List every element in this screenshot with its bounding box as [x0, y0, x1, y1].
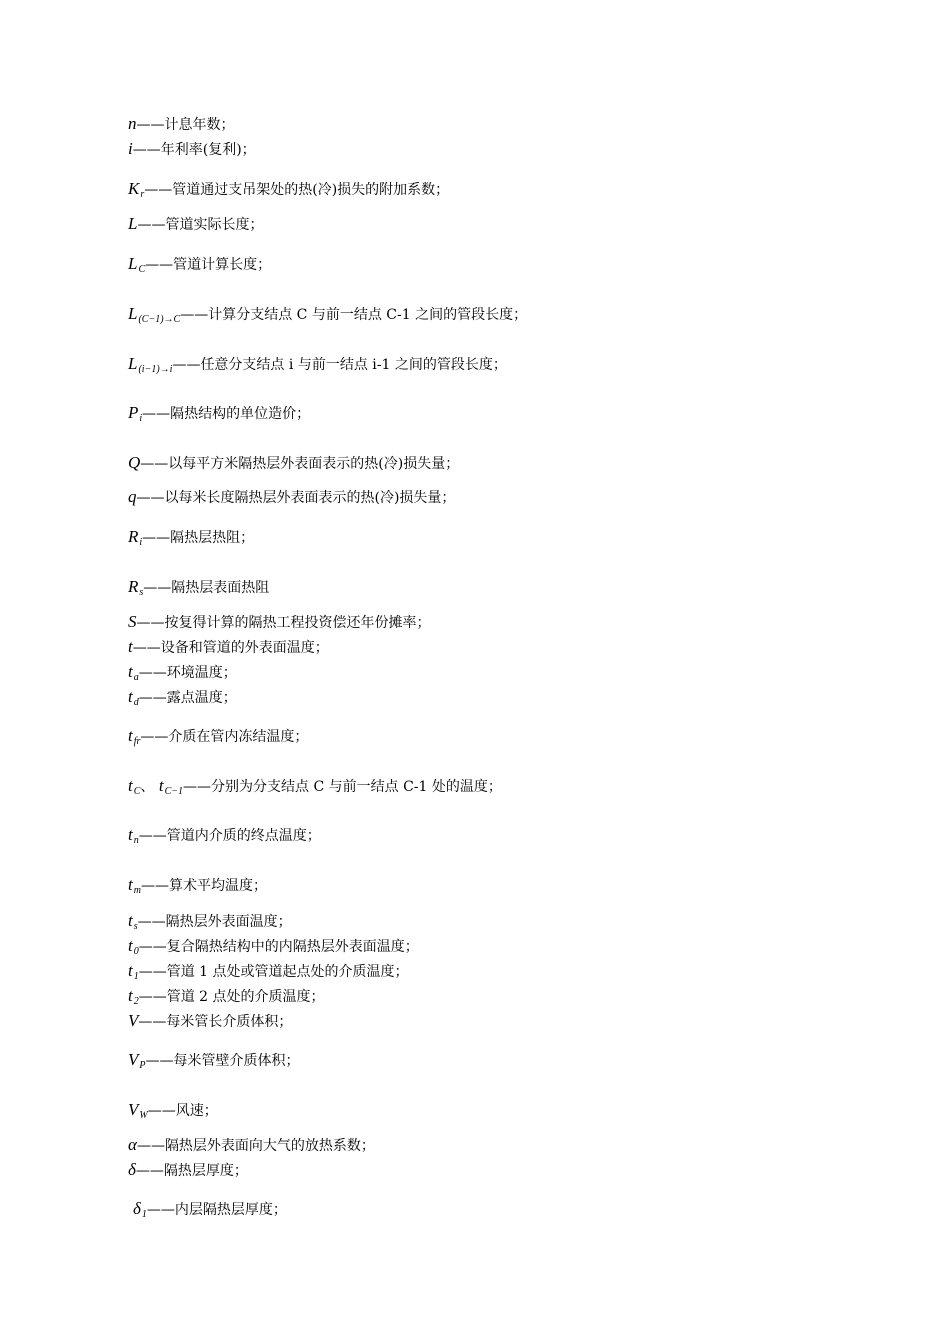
symbol: P [128, 403, 139, 422]
symbol-entry [128, 1161, 248, 1180]
symbol: R [128, 577, 139, 596]
subscript: 2 [133, 996, 139, 1007]
dash: —— [136, 1138, 165, 1154]
symbol-entry [128, 987, 325, 1011]
symbol: Q [128, 453, 141, 472]
definition-text: 按复得计算的隔热工程投资偿还年份摊率； [164, 615, 431, 631]
dash: —— [172, 357, 201, 373]
symbol: t [128, 776, 133, 795]
definition-text: 隔热层外表面向大气的放热系数； [164, 1138, 375, 1154]
symbol: t [128, 825, 133, 844]
symbol: t [128, 961, 133, 980]
subscript: r [140, 189, 145, 200]
dash: —— [147, 1103, 176, 1119]
definition-text: 以每平方米隔热层外表面表示的热(冷)损失量； [168, 456, 460, 472]
symbol-entry [128, 937, 419, 961]
symbol-entry [128, 578, 269, 602]
dash: —— [136, 490, 165, 506]
symbol-entry [128, 727, 308, 751]
separator: 、 [140, 779, 155, 795]
symbol: δ [128, 1160, 136, 1179]
symbol: L [128, 354, 138, 373]
subscript: (i−1)→i [138, 364, 173, 375]
symbol-entry [128, 1051, 300, 1075]
subscript: C−1 [164, 786, 184, 797]
symbol-entry [128, 115, 235, 134]
symbol: t [128, 726, 133, 745]
definition-text: 每米管长介质体积； [166, 1014, 293, 1030]
symbol: V [128, 1100, 139, 1119]
symbol-entry [128, 613, 431, 632]
subscript: C [133, 786, 141, 797]
symbol-entry [128, 1012, 292, 1031]
definition-text: 计息年数； [164, 117, 235, 133]
symbol: L [128, 304, 138, 323]
definition-text: 每米管壁介质体积； [173, 1053, 300, 1069]
dash: —— [132, 640, 161, 656]
symbol-entry [128, 454, 459, 473]
definition-text: 管道通过支吊架处的热(冷)损失的附加系数； [172, 182, 450, 198]
symbol-entry [128, 488, 455, 507]
dash: —— [138, 1014, 167, 1030]
symbol-entry [128, 663, 237, 687]
dash: —— [137, 217, 166, 233]
definition-text: 介质在管内冻结温度； [168, 729, 309, 745]
symbol-entry [128, 876, 267, 900]
symbol-entry [128, 355, 507, 379]
definition-text: 环境温度； [166, 665, 237, 681]
symbol-entry [128, 255, 271, 279]
definition-text: 算术平均温度； [168, 878, 267, 894]
dash: —— [137, 914, 166, 930]
symbol-entry [128, 1101, 218, 1125]
symbol-entry [133, 1200, 287, 1224]
definition-text: 管道 2 点处的介质温度； [166, 989, 325, 1005]
definition-text: 设备和管道的外表面温度； [160, 640, 329, 656]
symbol-entry [128, 180, 449, 204]
symbol: V [128, 1050, 139, 1069]
subscript: W [139, 1110, 148, 1121]
symbol: α [128, 1135, 137, 1154]
dash: —— [143, 580, 172, 596]
symbol-entry [128, 528, 254, 552]
definition-text: 计算分支结点 C 与前一结点 C-1 之间的管段长度； [208, 307, 528, 323]
definition-text: 风速； [175, 1103, 218, 1119]
definition-text: 年利率(复利)； [160, 142, 256, 158]
dash: —— [145, 1053, 174, 1069]
dash: —— [140, 729, 169, 745]
definition-text: 隔热层外表面温度； [165, 914, 292, 930]
subscript: P [139, 1060, 146, 1071]
symbol: V [128, 1011, 139, 1030]
subscript: m [133, 885, 141, 896]
definition-text: 隔热层表面热阻 [171, 580, 270, 596]
dash: —— [142, 530, 171, 546]
subscript: a [133, 672, 139, 683]
symbol: t [128, 986, 133, 1005]
dash: —— [180, 307, 209, 323]
definition-text: 隔热层热阻； [170, 530, 255, 546]
symbol-entry [128, 777, 502, 801]
symbol: t [128, 687, 133, 706]
subscript: 1 [133, 971, 139, 982]
dash: —— [140, 456, 169, 472]
subscript: fr [133, 736, 141, 747]
dash: —— [140, 878, 169, 894]
symbol: δ [133, 1199, 141, 1218]
definition-text: 管道 1 点处或管道起点处的介质温度； [166, 964, 409, 980]
symbol-entry [128, 215, 263, 234]
dash: —— [138, 939, 167, 955]
symbol-entry [128, 1136, 375, 1155]
symbol: q [128, 487, 137, 506]
symbol-entry [128, 688, 237, 712]
symbol: t [128, 936, 133, 955]
dash: —— [135, 1163, 164, 1179]
symbol: R [128, 527, 139, 546]
definition-text: 管道计算长度； [173, 257, 272, 273]
symbol: L [128, 214, 138, 233]
symbol-entry [128, 962, 409, 986]
dash: —— [138, 828, 167, 844]
symbol-entry [128, 305, 527, 329]
subscript: 1 [141, 1209, 147, 1220]
definition-text: 内层隔热层厚度； [174, 1202, 287, 1218]
dash: —— [138, 665, 167, 681]
dash: —— [136, 615, 165, 631]
subscript: C [138, 264, 146, 275]
symbol-entry [128, 140, 256, 159]
dash: —— [132, 142, 161, 158]
dash: —— [146, 1202, 175, 1218]
symbol-entry [128, 912, 292, 936]
symbol: L [128, 254, 138, 273]
symbol: t [128, 662, 133, 681]
subscript: s [133, 921, 138, 932]
subscript: s [139, 587, 144, 598]
symbol: t [158, 776, 164, 795]
subscript: i [139, 413, 143, 424]
symbol: n [128, 114, 137, 133]
definition-text: 管道内介质的终点温度； [166, 828, 321, 844]
subscript: 0 [133, 946, 139, 957]
subscript: i [139, 537, 143, 548]
dash: —— [145, 257, 174, 273]
symbol: S [128, 612, 137, 631]
dash: —— [144, 182, 173, 198]
subscript: n [133, 835, 139, 846]
symbol-entry [128, 826, 321, 850]
definition-text: 管道实际长度； [165, 217, 264, 233]
dash: —— [142, 406, 171, 422]
dash: —— [183, 779, 212, 795]
subscript: d [133, 697, 139, 708]
definition-text: 复合隔热结构中的内隔热层外表面温度； [166, 939, 419, 955]
dash: —— [138, 989, 167, 1005]
symbol-entry [128, 404, 310, 428]
symbol: i [128, 139, 133, 158]
symbol: t [128, 637, 133, 656]
dash: —— [138, 690, 167, 706]
definition-text: 任意分支结点 i 与前一结点 i-1 之间的管段长度； [200, 357, 507, 373]
subscript: (C−1)→C [138, 314, 181, 325]
dash: —— [138, 964, 167, 980]
definition-text: 隔热层厚度； [163, 1163, 248, 1179]
symbol: t [128, 911, 133, 930]
definition-text: 露点温度； [166, 690, 237, 706]
dash: —— [136, 117, 165, 133]
definition-text: 以每米长度隔热层外表面表示的热(冷)损失量； [164, 490, 456, 506]
definition-text: 隔热结构的单位造价； [170, 406, 311, 422]
symbol: K [128, 179, 140, 198]
symbol: t [128, 875, 133, 894]
definition-text: 分别为分支结点 C 与前一结点 C-1 处的温度； [211, 779, 502, 795]
symbol-entry [128, 638, 329, 657]
